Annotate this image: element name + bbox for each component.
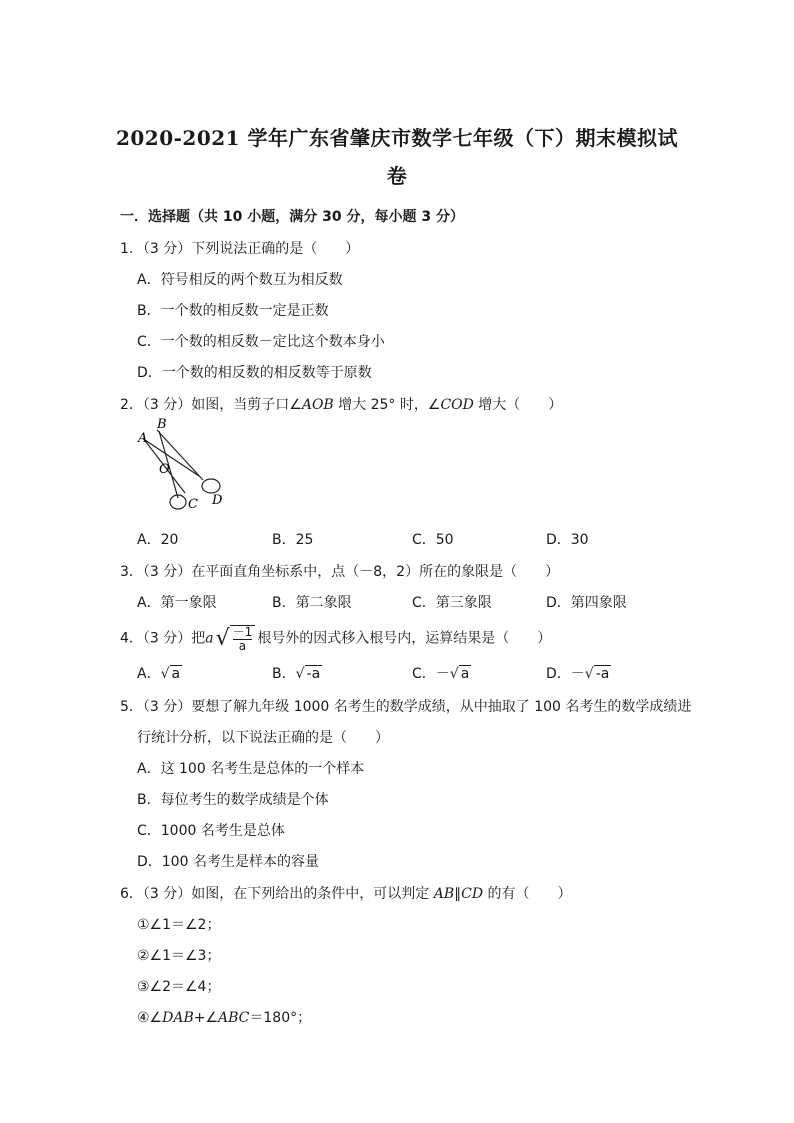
- q3-stem: 3．（3 分）在平面直角坐标系中，点（－8，2）所在的象限是（ ）: [120, 564, 560, 580]
- q3-option-d: D．第四象限: [546, 595, 627, 611]
- q4-option-d: D．－√ -a: [546, 666, 610, 682]
- fig-label-a: A: [138, 431, 148, 446]
- radical-expression: √ $\frac{-1}{a}$: [216, 624, 256, 653]
- doc-title-line2: 卷: [386, 164, 408, 188]
- q6-condition-4: ④∠DAB+∠ABC＝180°；: [137, 1010, 312, 1026]
- q1-option-a: A．符号相反的两个数互为相反数: [137, 272, 343, 288]
- q2-option-c: C．50: [412, 532, 454, 548]
- fig-label-b: B: [157, 417, 167, 432]
- fig-label-o: O: [159, 462, 170, 477]
- q4-option-a: A．√ a: [137, 666, 181, 682]
- q2-option-a: A．20: [137, 532, 179, 548]
- section-heading: 一．选择题（共 10 小题，满分 30 分，每小题 3 分）: [120, 209, 464, 225]
- q4-option-b: B．√ -a: [272, 666, 321, 682]
- fig-label-c: C: [188, 497, 198, 512]
- q5-stem-line2: 行统计分析，以下说法正确的是（ ）: [137, 730, 389, 746]
- fig-label-d: D: [212, 493, 223, 508]
- q6-stem: 6．（3 分）如图，在下列给出的条件中，可以判定 AB∥CD 的有（ ）: [120, 886, 572, 902]
- q3-option-c: C．第三象限: [412, 595, 492, 611]
- q1-stem: 1．（3 分）下列说法正确的是（ ）: [120, 241, 360, 257]
- doc-title-line1: 2020-2021 学年广东省肇庆市数学七年级（下）期末模拟试: [115, 126, 679, 150]
- q3-option-b: B．第二象限: [272, 595, 352, 611]
- q6-condition-3: ③∠2＝∠4；: [137, 979, 221, 995]
- q4-option-c: C．－√ a: [412, 666, 470, 682]
- q5-option-d: D．100 名考生是样本的容量: [137, 854, 319, 870]
- q5-option-b: B．每位考生的数学成绩是个体: [137, 792, 329, 808]
- q1-option-b: B．一个数的相反数一定是正数: [137, 303, 329, 319]
- q5-option-a: A．这 100 名考生是总体的一个样本: [137, 761, 365, 777]
- q6-condition-1: ①∠1＝∠2；: [137, 917, 221, 933]
- q1-option-c: C．一个数的相反数－定比这个数本身小: [137, 334, 385, 350]
- q6-condition-2: ②∠1＝∠3；: [137, 948, 221, 964]
- q3-option-a: A．第一象限: [137, 595, 217, 611]
- q2-option-b: B．25: [272, 532, 314, 548]
- scissors-figure: [133, 416, 233, 516]
- q4-stem: 4．（3 分）把a√ $\frac{-1}{a}$ 根号外的因式移入根号内，运算结果是（ ）: [120, 625, 552, 653]
- q5-option-c: C．1000 名考生是总体: [137, 823, 285, 839]
- q5-stem-line1: 5．（3 分）要想了解九年级 1000 名考生的数学成绩，从中抽取了 100 名考生的数学成绩进: [120, 699, 692, 715]
- q1-option-d: D．一个数的相反数的相反数等于原数: [137, 365, 372, 381]
- q2-stem: 2．（3 分）如图，当剪子口∠AOB 增大 25° 时，∠COD 增大（ ）: [120, 397, 563, 413]
- q2-option-d: D．30: [546, 532, 589, 548]
